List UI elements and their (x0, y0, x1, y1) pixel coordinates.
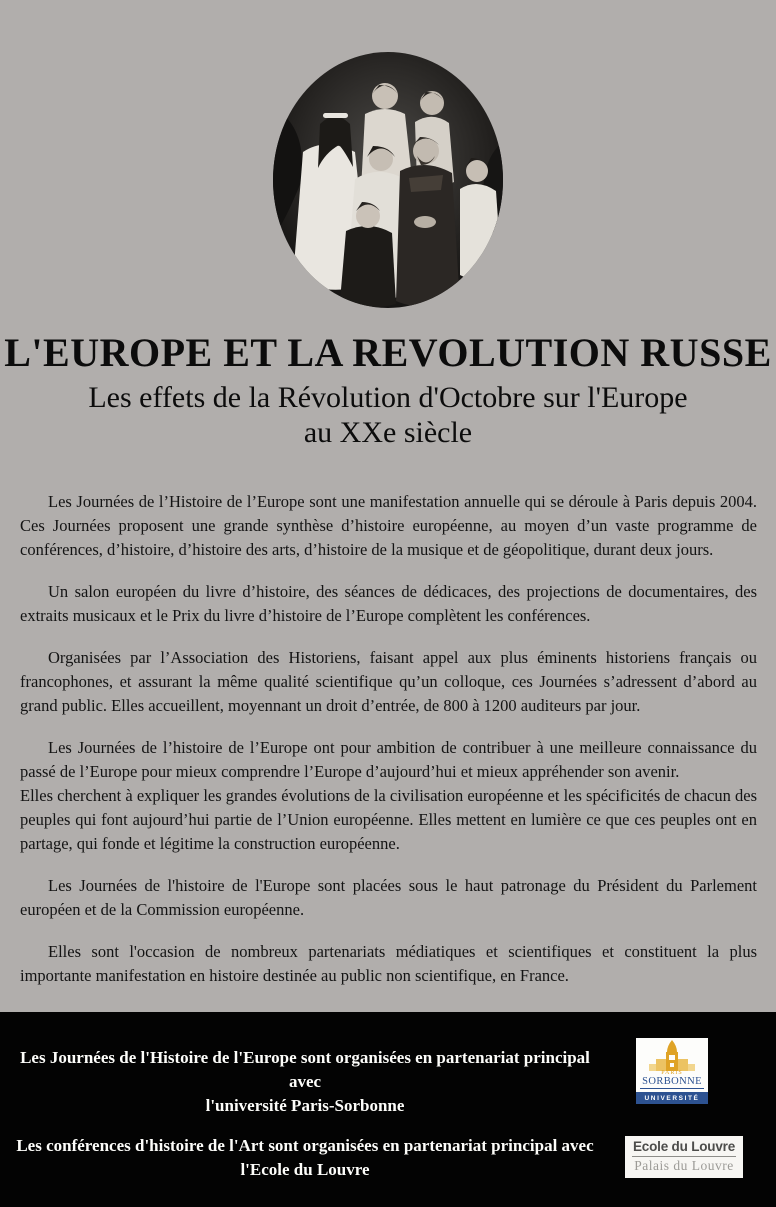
romanov-family-photo (273, 52, 503, 308)
sorbonne-universite-label: UNIVERSITÉ (636, 1092, 708, 1104)
partner-louvre-line1: Les conférences d'histoire de l'Art sont organisées en partenariat principal avec (16, 1136, 594, 1155)
paragraph-patronage: Les Journées de l'histoire de l'Europe sont placées sous le haut patronage du Président du Parlement européen et de la Commission européenne. (20, 876, 757, 919)
paragraph-partenariats: Elles sont l'occasion de nombreux partenariats médiatiques et scientifiques et constituent la plus importante manifestation en histoire destinée au public non scientifique, en France. (20, 942, 757, 985)
partner-sorbonne-line1: Les Journées de l'Histoire de l'Europe sont organisées en partenariat principal avec (20, 1048, 590, 1091)
partner-louvre-text (2, 1134, 608, 1182)
paragraph-elles-cherchent: Elles cherchent à expliquer les grandes évolutions de la civilisation européenne et les spécificités de chacun des peuples qui font aujourd’hui partie de l’Union européenne. Elles mettent en lumière ce que ces peuples ont en partage, qui fonde et légitime la construction européenne. (20, 786, 757, 853)
sorbonne-logo (636, 1038, 708, 1104)
paragraph-organisees: Organisées par l’Association des Historiens, faisant appel aux plus éminents historiens français ou francophones, et assurant la même qualité scientifique qu’un colloque, ces Journées s’adressent d’abord au grand public. Elles accueillent, moyennant un droit d’entrée, de 800 à 1200 auditeurs par jour. (20, 648, 757, 715)
romanov-family-photo-illustration (273, 52, 503, 308)
body-text (20, 478, 757, 988)
sorbonne-tower-icon (636, 1039, 708, 1071)
paragraph-salon-du-livre: Un salon européen du livre d’histoire, des séances de dédicaces, des projections de documentaires, des extraits musicaux et le Prix du livre d’histoire de l’Europe complètent les conférences. (20, 582, 757, 625)
partner-sorbonne-text (2, 1046, 608, 1118)
partner-louvre-line2: l'Ecole du Louvre (240, 1160, 370, 1179)
poster-subtitle-line2: au XXe siècle (303, 416, 473, 449)
paragraph-journees-intro: Les Journées de l’Histoire de l’Europe sont une manifestation annuelle qui se déroule à Paris depuis 2004. Ces Journées proposent une grande synthèse d’histoire européenne, au moyen d’un vaste programme de conférences, d’histoire, d’histoire des arts, d’histoire de la musique et de géopolitique, durant deux jours. (20, 492, 757, 559)
poster-title: L'EUROPE ET LA REVOLUTION RUSSE (4, 330, 772, 375)
louvre-divider (632, 1156, 736, 1157)
sorbonne-name-label: SORBONNE (642, 1076, 702, 1087)
paragraph-ambition: Les Journées de l’histoire de l’Europe ont pour ambition de contribuer à une meilleure connaissance du passé de l’Europe pour mieux comprendre l’Europe d’aujourd’hui et mieux appréhender son avenir. (20, 738, 757, 781)
ecole-du-louvre-logo (625, 1136, 743, 1178)
louvre-school-label: Ecole du Louvre (632, 1139, 736, 1154)
partner-sorbonne-line2: l'université Paris-Sorbonne (205, 1096, 405, 1115)
louvre-palais-label: Palais du Louvre (634, 1158, 734, 1173)
sorbonne-paris-label: PARIS (661, 1070, 683, 1076)
poster-subtitle-line1: Les effets de la Révolution d'Octobre sur l'Europe (88, 381, 688, 414)
poster-subtitle (0, 380, 776, 450)
footer (0, 1012, 776, 1207)
